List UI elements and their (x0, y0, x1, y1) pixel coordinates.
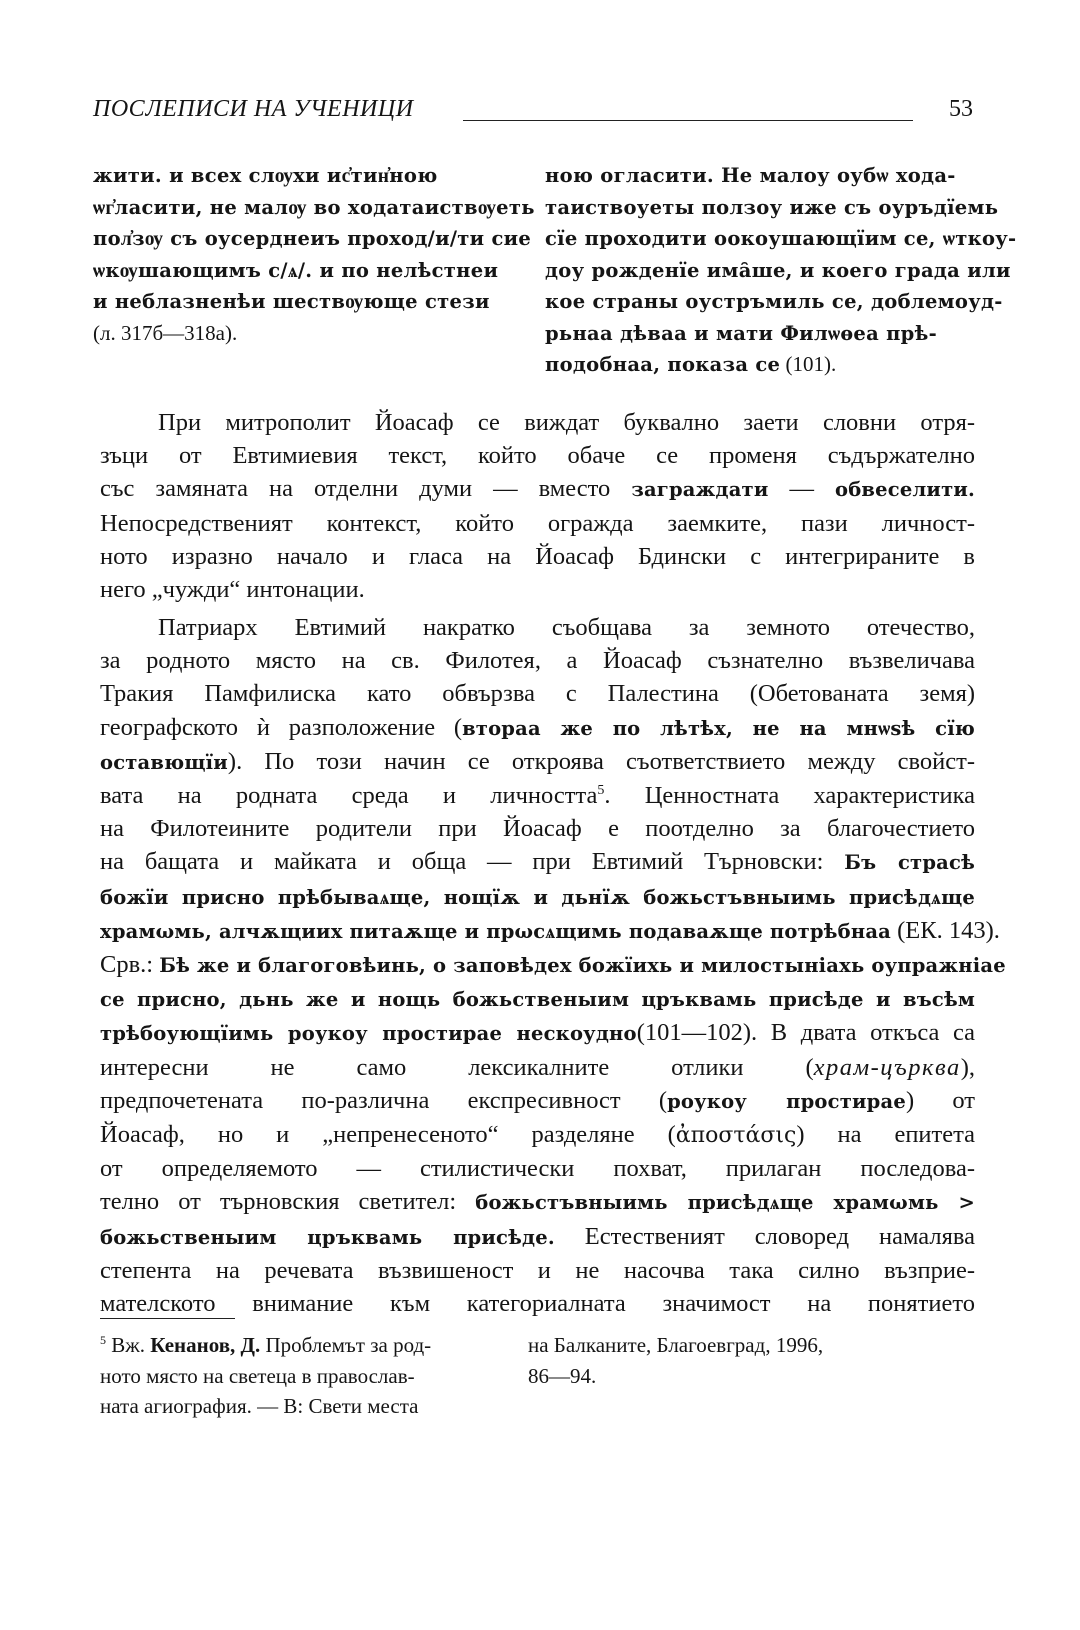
cs-quote: се присно, дьнь же и нощь божьственыим цръквамь присѣде и въсѣм (100, 988, 975, 1012)
body-line: ното изразно начало и гласа на Йоасаф Бдински с интегрираните в (100, 542, 975, 570)
running-title: ПОСЛЕПИСИ НА УЧЕНИЦИ (93, 96, 414, 122)
body-line: При митрополит Йоасаф се виждат буквално заети словни отря- (158, 409, 975, 436)
footnote-column-left (100, 1330, 505, 1422)
body-line: оставющїи). По този начин се откроява съответствието между свойст- (100, 747, 975, 775)
body-line (100, 880, 975, 914)
body-line: телно от търновския светител: божьстъвныимь присѣдѧще храмωмь > (100, 1188, 975, 1216)
cs-quote: втораа же по лѣтѣх, не на мнѡѕѣ сїю (462, 716, 975, 740)
footnote-line: ната агиография. — В: Свети места (100, 1394, 419, 1418)
quote-line: пол҆зѹ съ оусерднеиъ проход/и/ти сие (93, 227, 532, 250)
body-line: географското ѝ разположение (втораа же по лѣтѣх, не на мнѡѕѣ сїю (100, 713, 975, 741)
cs-quote: трѣбоующїимь роукоу простирае нескоудно (100, 1022, 637, 1046)
quote-line: таиствоуеты ползоу иже съ оуръдїемь (545, 195, 999, 219)
body-line: Непосредственият контекст, който огражда заемките, пази личност- (100, 509, 975, 537)
cs-quote: Бѣ же и благоговѣинь, о заповѣдех божїихь и милостынiахь оупражнiае (159, 954, 1006, 978)
page-number: 53 (949, 96, 973, 122)
quote-citation: (101). (780, 352, 837, 376)
cs-quote: божьственыим цръквамь присѣде. (100, 1225, 555, 1249)
greek-term: ἀποστάσις (675, 1123, 797, 1149)
footnote-ref: 5 (597, 782, 605, 798)
header-rule (463, 120, 913, 121)
cs-quote: обвеселити. (835, 478, 976, 502)
quote-line: сїе проходити оокоушающїим се, ѡткоу- (545, 227, 1017, 250)
quote-line: жити. и всех слѹхи ис҆тин҆ною (93, 164, 438, 187)
body-line: божьственыим цръквамь присѣде. Естественият словоред намалява (100, 1222, 975, 1250)
cs-quote: божїи присно прѣбываѧще, нощїѫ и дьнїѫ божьстъвныимь присѣдѧще (100, 885, 975, 909)
running-header (93, 96, 973, 132)
quote-line: и неблазненѣи шествѹюще стези (93, 290, 490, 313)
quote-column-right (545, 160, 1017, 381)
footnote-line: $^5$ Вж. Кенанов, Д. Проблемът за род- (100, 1333, 432, 1357)
body-line: Срв.: Бѣ же и благоговѣинь, о заповѣдех божїихь и милостынiахь оупражнiае (100, 951, 1006, 979)
body-line: зъци от Евтимиевия текст, който обаче се променя съдържателно (100, 442, 975, 470)
body-line: интересни не само лексикалните отлики (храм-църква), (100, 1053, 975, 1081)
quote-line: доу рожденїе има̑ше, и коего града или (545, 258, 1011, 282)
body-line: със замяната на отделни думи — вместо заграждати — обвеселити. (100, 475, 976, 503)
body-line: Патриарх Евтимий накратко съобщава за земното отечество, (158, 614, 975, 641)
quote-line: ѡг҆ласити, не малѹ во ходатаиствѹеть (93, 195, 535, 219)
footnote-mark: 5 (100, 1333, 106, 1347)
body-line: за родното място на св. Филотея, а Йоасаф съзнателно възвеличава (100, 647, 975, 675)
footnote-line: ното място на светеца в православ- (100, 1363, 415, 1388)
cs-quote: оставющїи (100, 750, 228, 774)
cs-quote: божьстъвныимь присѣдѧще храмωмь > (475, 1191, 975, 1215)
body-line (100, 982, 975, 1016)
footnote-line: на Балканите, Благоевград, 1996, (528, 1333, 824, 1357)
footnote-column-right (528, 1330, 975, 1391)
body-line: предпочетената по-различна експресивност (роукоу простирае) от (100, 1086, 976, 1114)
italic-term: храм-църква (813, 1053, 961, 1081)
cs-quote: заграждати (631, 478, 769, 502)
body-line: трѣбоующїимь роукоу простирае нескоудно(101—102). В двата откъса са (100, 1019, 975, 1047)
body-line: мателското внимание към категориалната значимост на понятието (100, 1290, 975, 1318)
cs-quote: храмωмь, алчѫщиих питаѫще и прωсѧщимь подаваѫще потрѣбнаа (100, 919, 891, 943)
paragraph-1 (100, 406, 975, 606)
quote-column-left (93, 160, 535, 349)
quote-citation: (л. 317б—318а). (93, 320, 238, 345)
body-line: храмωмь, алчѫщиих питаѫще и прωсѧщимь подаваѫще потрѣбнаа (ЕК. 143). (100, 916, 1000, 944)
quote-cs-text: подобнаа, показа се (545, 353, 781, 376)
body-line: Йоасаф, но и „непренесеното“ разделяне (ἀποστάσις) на епитета (100, 1121, 976, 1149)
body-line: Тракия Памфилиска като обвързва с Палестина (Обетованата земя) (100, 680, 975, 708)
quote-line (545, 349, 975, 381)
body-line: от определяемото — стилистически похват, прилаган последова- (100, 1155, 975, 1183)
body-line: вата на родната среда и личността$^5$. Ценностната характеристика (100, 782, 976, 810)
body-line: на Филотеините родители при Йоасаф е поотделно за благочестието (100, 815, 975, 843)
cs-quote: роукоу простирае (667, 1089, 906, 1113)
quote-line: кое страны оустръмиль се, доблемоуд- (545, 290, 1003, 313)
quote-line: рьнаа дѣваа и мати Филѡѳеа прѣ- (545, 321, 938, 345)
cs-quote: Бъ страсѣ (844, 851, 975, 875)
footnote-author: Кенанов, Д. (150, 1333, 261, 1357)
body-line: степента на речевата възвишеност и не насочва така силно възприе- (100, 1256, 975, 1284)
body-line: на бащата и майката и обща — при Евтимий Търновски: Бъ страсѣ (100, 848, 975, 876)
paragraph-2 (100, 611, 1006, 1320)
body-line: него „чужди“ интонации. (100, 576, 365, 604)
quote-line: ѡкѹшающимъ с/ѧ/. и по нелѣстнеи (93, 258, 499, 282)
footnote-rule (100, 1318, 235, 1319)
quote-line: ною огласити. Не малоу оубѡ хода- (545, 164, 956, 187)
footnote-line: 86—94. (528, 1363, 597, 1388)
